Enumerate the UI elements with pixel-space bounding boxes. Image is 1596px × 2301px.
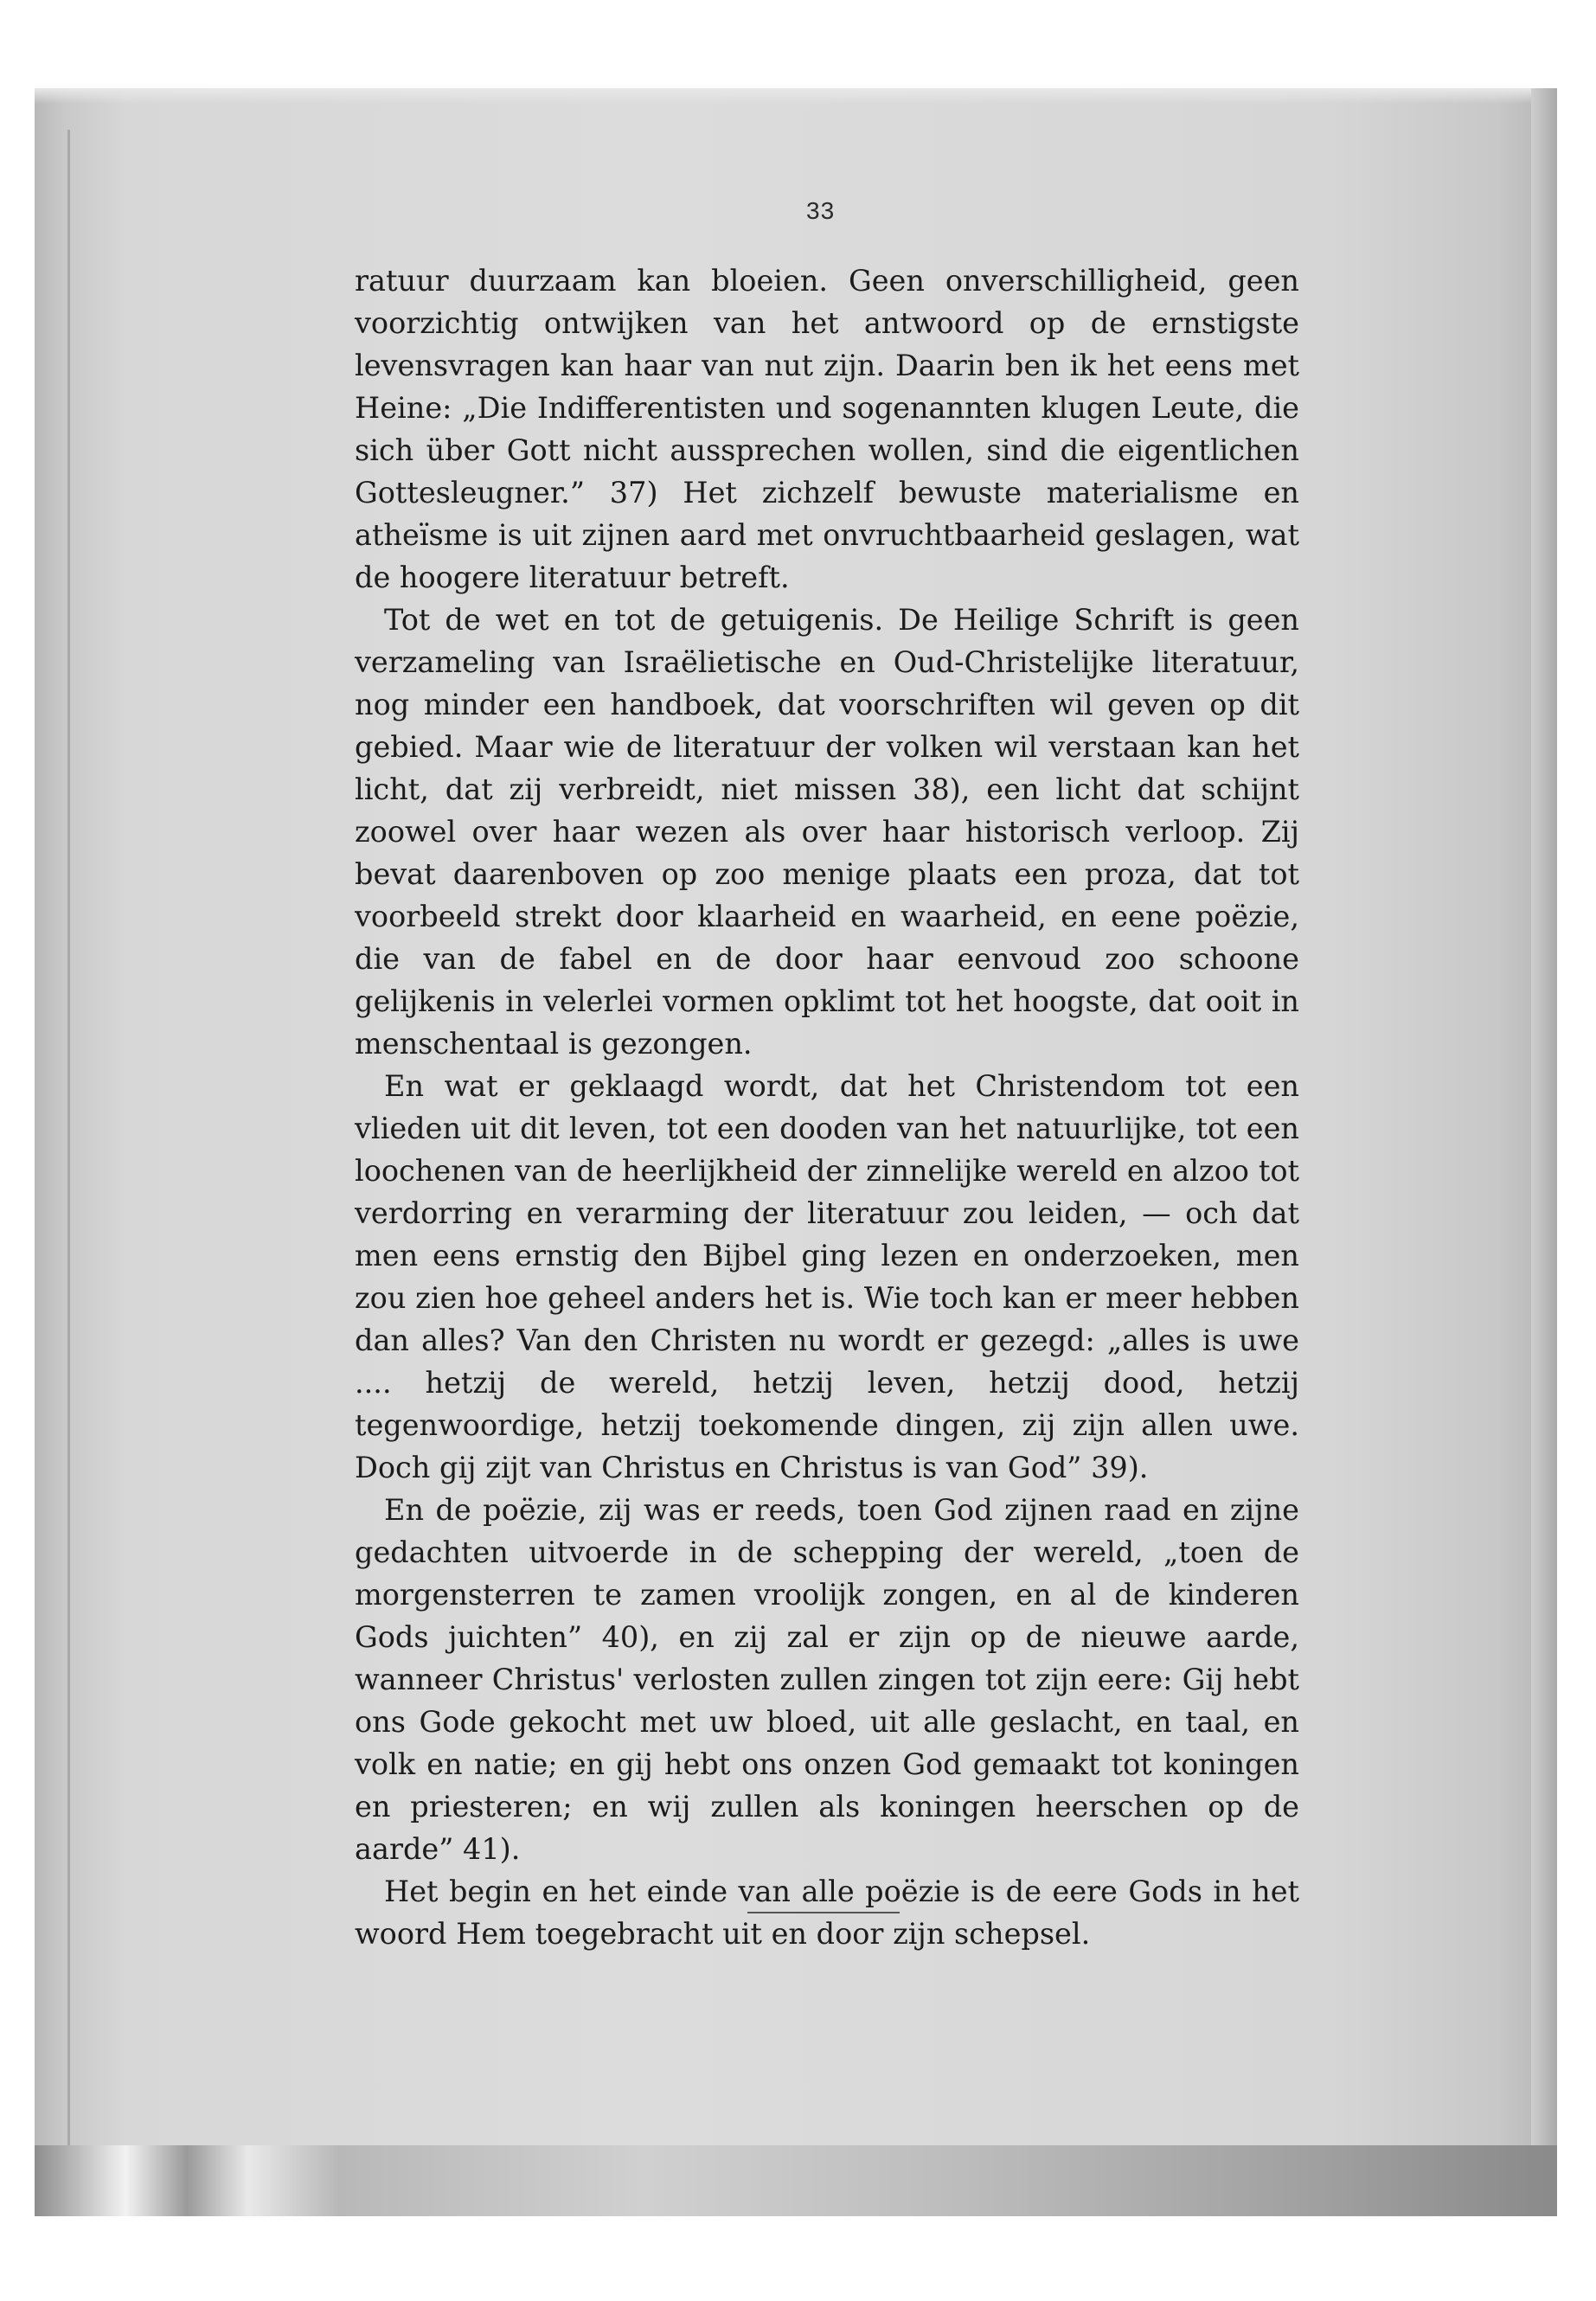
section-end-rule [747,1912,900,1913]
sheet-bottom-edge [35,2145,1557,2216]
paragraph-5: Het begin en het einde van alle poëzie is de eere Gods in het woord Hem toegebracht uit en door zijn schepsel. [355,1875,1299,1951]
paragraph-4: En de poëzie, zij was er reeds, toen God zijnen raad en zijne gedachten uitvoerde in de schepping der wereld, „toen de morgensterren te zamen vroolijk zongen, en al de kinderen Gods juichten” 40), en zij zal er zijn op de nieuwe aarde, wanneer Christus' verlosten zullen zingen tot zijn eere: Gij hebt ons Gode gekocht met uw bloed, uit alle geslacht, en taal, en volk en natie; en gij hebt ons onzen God gemaakt tot koningen en priesteren; en wij zullen als koningen heerschen op de aarde” 41). [355,1493,1299,1866]
paragraph-2: Tot de wet en tot de getuigenis. De Heilige Schrift is geen verzameling van Israëlietische en Oud-Christelijke literatuur, nog minder een handboek, dat voorschriften wil geven op dit gebied. Maar wie de literatuur der volken wil verstaan kan het licht, dat zij verbreidt, niet missen 38), een licht dat schijnt zoowel over haar wezen als over haar historisch verloop. Zij bevat daarenboven op zoo menige plaats een proza, dat tot voorbeeld strekt door klaarheid en waarheid, en eene poëzie, die van de fabel en de door haar eenvoud zoo schoone gelijkenis in velerlei vormen opklimt tot het hoogste, dat ooit in menschentaal is gezongen. [355,603,1299,1061]
body-text [355,260,1299,1955]
sheet-right-edge [1531,88,1557,2216]
page-number: 33 [806,197,836,224]
binding-fold-line [67,130,70,2189]
paragraph-3: En wat er geklaagd wordt, dat het Christendom tot een vlieden uit dit leven, tot een dooden van het natuurlijke, tot een loochenen van de heerlijkheid der zinnelijke wereld en alzoo tot verdorring en verarming der literatuur zou leiden, — och dat men eens ernstig den Bijbel ging lezen en onderzoeken, men zou zien hoe geheel anders het is. Wie toch kan er meer hebben dan alles? Van den Christen nu wordt er gezegd: „alles is uwe .... hetzij de wereld, hetzij leven, hetzij dood, hetzij tegenwoordige, hetzij toekomende dingen, zij zijn allen uwe. Doch gij zijt van Christus en Christus is van God” 39). [355,1069,1299,1484]
sheet-top-shading [35,88,1557,104]
paragraph-1: ratuur duurzaam kan bloeien. Geen onverschilligheid, geen voorzichtig ontwijken van het antwoord op de ernstigste levensvragen kan haar van nut zijn. Daarin ben ik het eens met Heine: „Die Indifferentisten und sogenannten klugen Leute, die sich über Gott nicht aussprechen wollen, sind die eigentlichen Gottesleugner.” 37) Het zichzelf bewuste materialisme en atheïsme is uit zijnen aard met onvruchtbaarheid geslagen, wat de hoogere literatuur betreft. [355,264,1299,594]
